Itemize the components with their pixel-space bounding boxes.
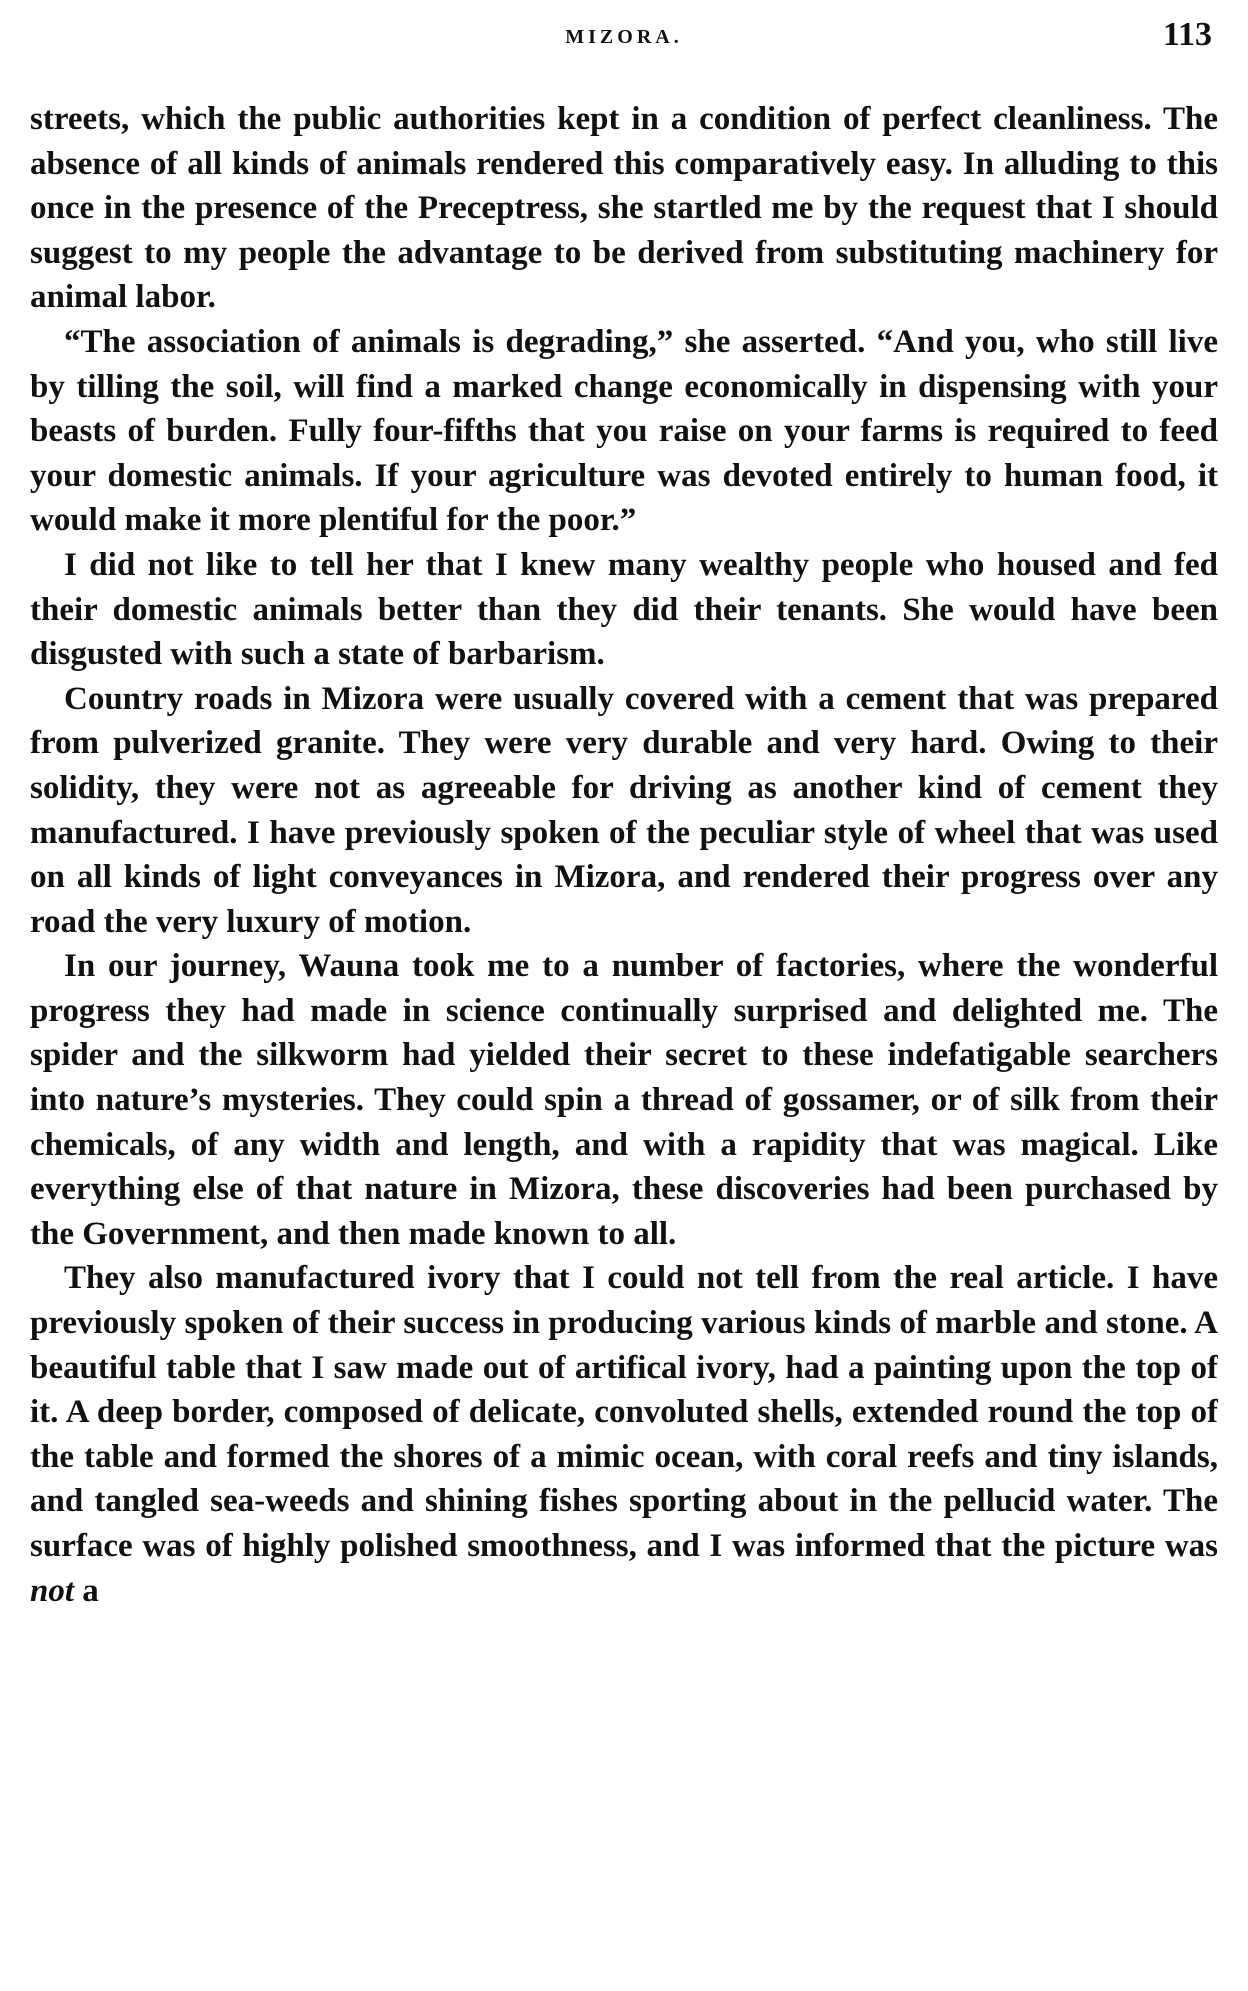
paragraph-4: Country roads in Mizora were usually covered with a cement that was prepared from pulverized granite. They were very durable and very hard. Owing to their solidity, they were not as agreeable for driving as another kind of cement they manufactured. I have previously spoken of the peculiar style of wheel that was used on all kinds of light conveyances in Mizora, and rendered their progress over any road the very luxury of motion.: [30, 680, 1218, 940]
running-title: MIZORA.: [565, 26, 683, 48]
page-number: 113: [1162, 16, 1212, 53]
paragraph-6-tail: a: [74, 1572, 99, 1609]
paragraph-5: In our journey, Wauna took me to a number of factories, where the wonderful progress they had made in science continually surprised and delighted me. The spider and the silkworm had yielded their secret to these indefatigable searchers into nature’s mysteries. They could spin a thread of gossamer, or of silk from their chemicals, of any width and length, and with a rapidity that was magical. Like everything else of that nature in Mizora, these discoveries had been purchased by the Government, and then made known to all.: [30, 948, 1218, 1252]
paragraph-6-emphasis: not: [30, 1572, 75, 1609]
body-text: [30, 97, 1218, 1613]
paragraph-1: streets, which the public authorities kept in a condition of perfect cleanliness. The absence of all kinds of animals rendered this comparatively easy. In alluding to this once in the presence of the Preceptress, she startled me by the request that I should suggest to my people the advantage to be derived from substituting machinery for animal labor.: [30, 101, 1218, 316]
paragraph-2: “The association of animals is degrading,” she asserted. “And you, who still live by tilling the soil, will find a marked change economically in dispensing with your beasts of burden. Fully four-fifths that you raise on your farms is required to feed your domestic animals. If your agriculture was devoted entirely to human food, it would make it more plentiful for the poor.”: [30, 323, 1218, 539]
paragraph-6-text: They also manufactured ivory that I could not tell from the real article. I have previously spoken of their success in producing various kinds of marble and stone. A beautiful table that I saw made out of artifical ivory, had a painting upon the top of it. A deep border, composed of delicate, convoluted shells, extended round the top of the table and formed the shores of a mimic ocean, with coral reefs and tiny islands, and tangled sea-weeds and shining fishes sporting about in the pellucid water. The surface was of highly polished smoothness, and I was informed that the picture was: [30, 1260, 1218, 1564]
paragraph-3: I did not like to tell her that I knew many wealthy people who housed and fed their domestic animals better than they did their tenants. She would have been disgusted with such a state of barbarism.: [30, 546, 1218, 673]
running-head: [30, 0, 1218, 70]
book-page: [30, 0, 1218, 1991]
paragraph-6: [30, 1256, 1218, 1613]
